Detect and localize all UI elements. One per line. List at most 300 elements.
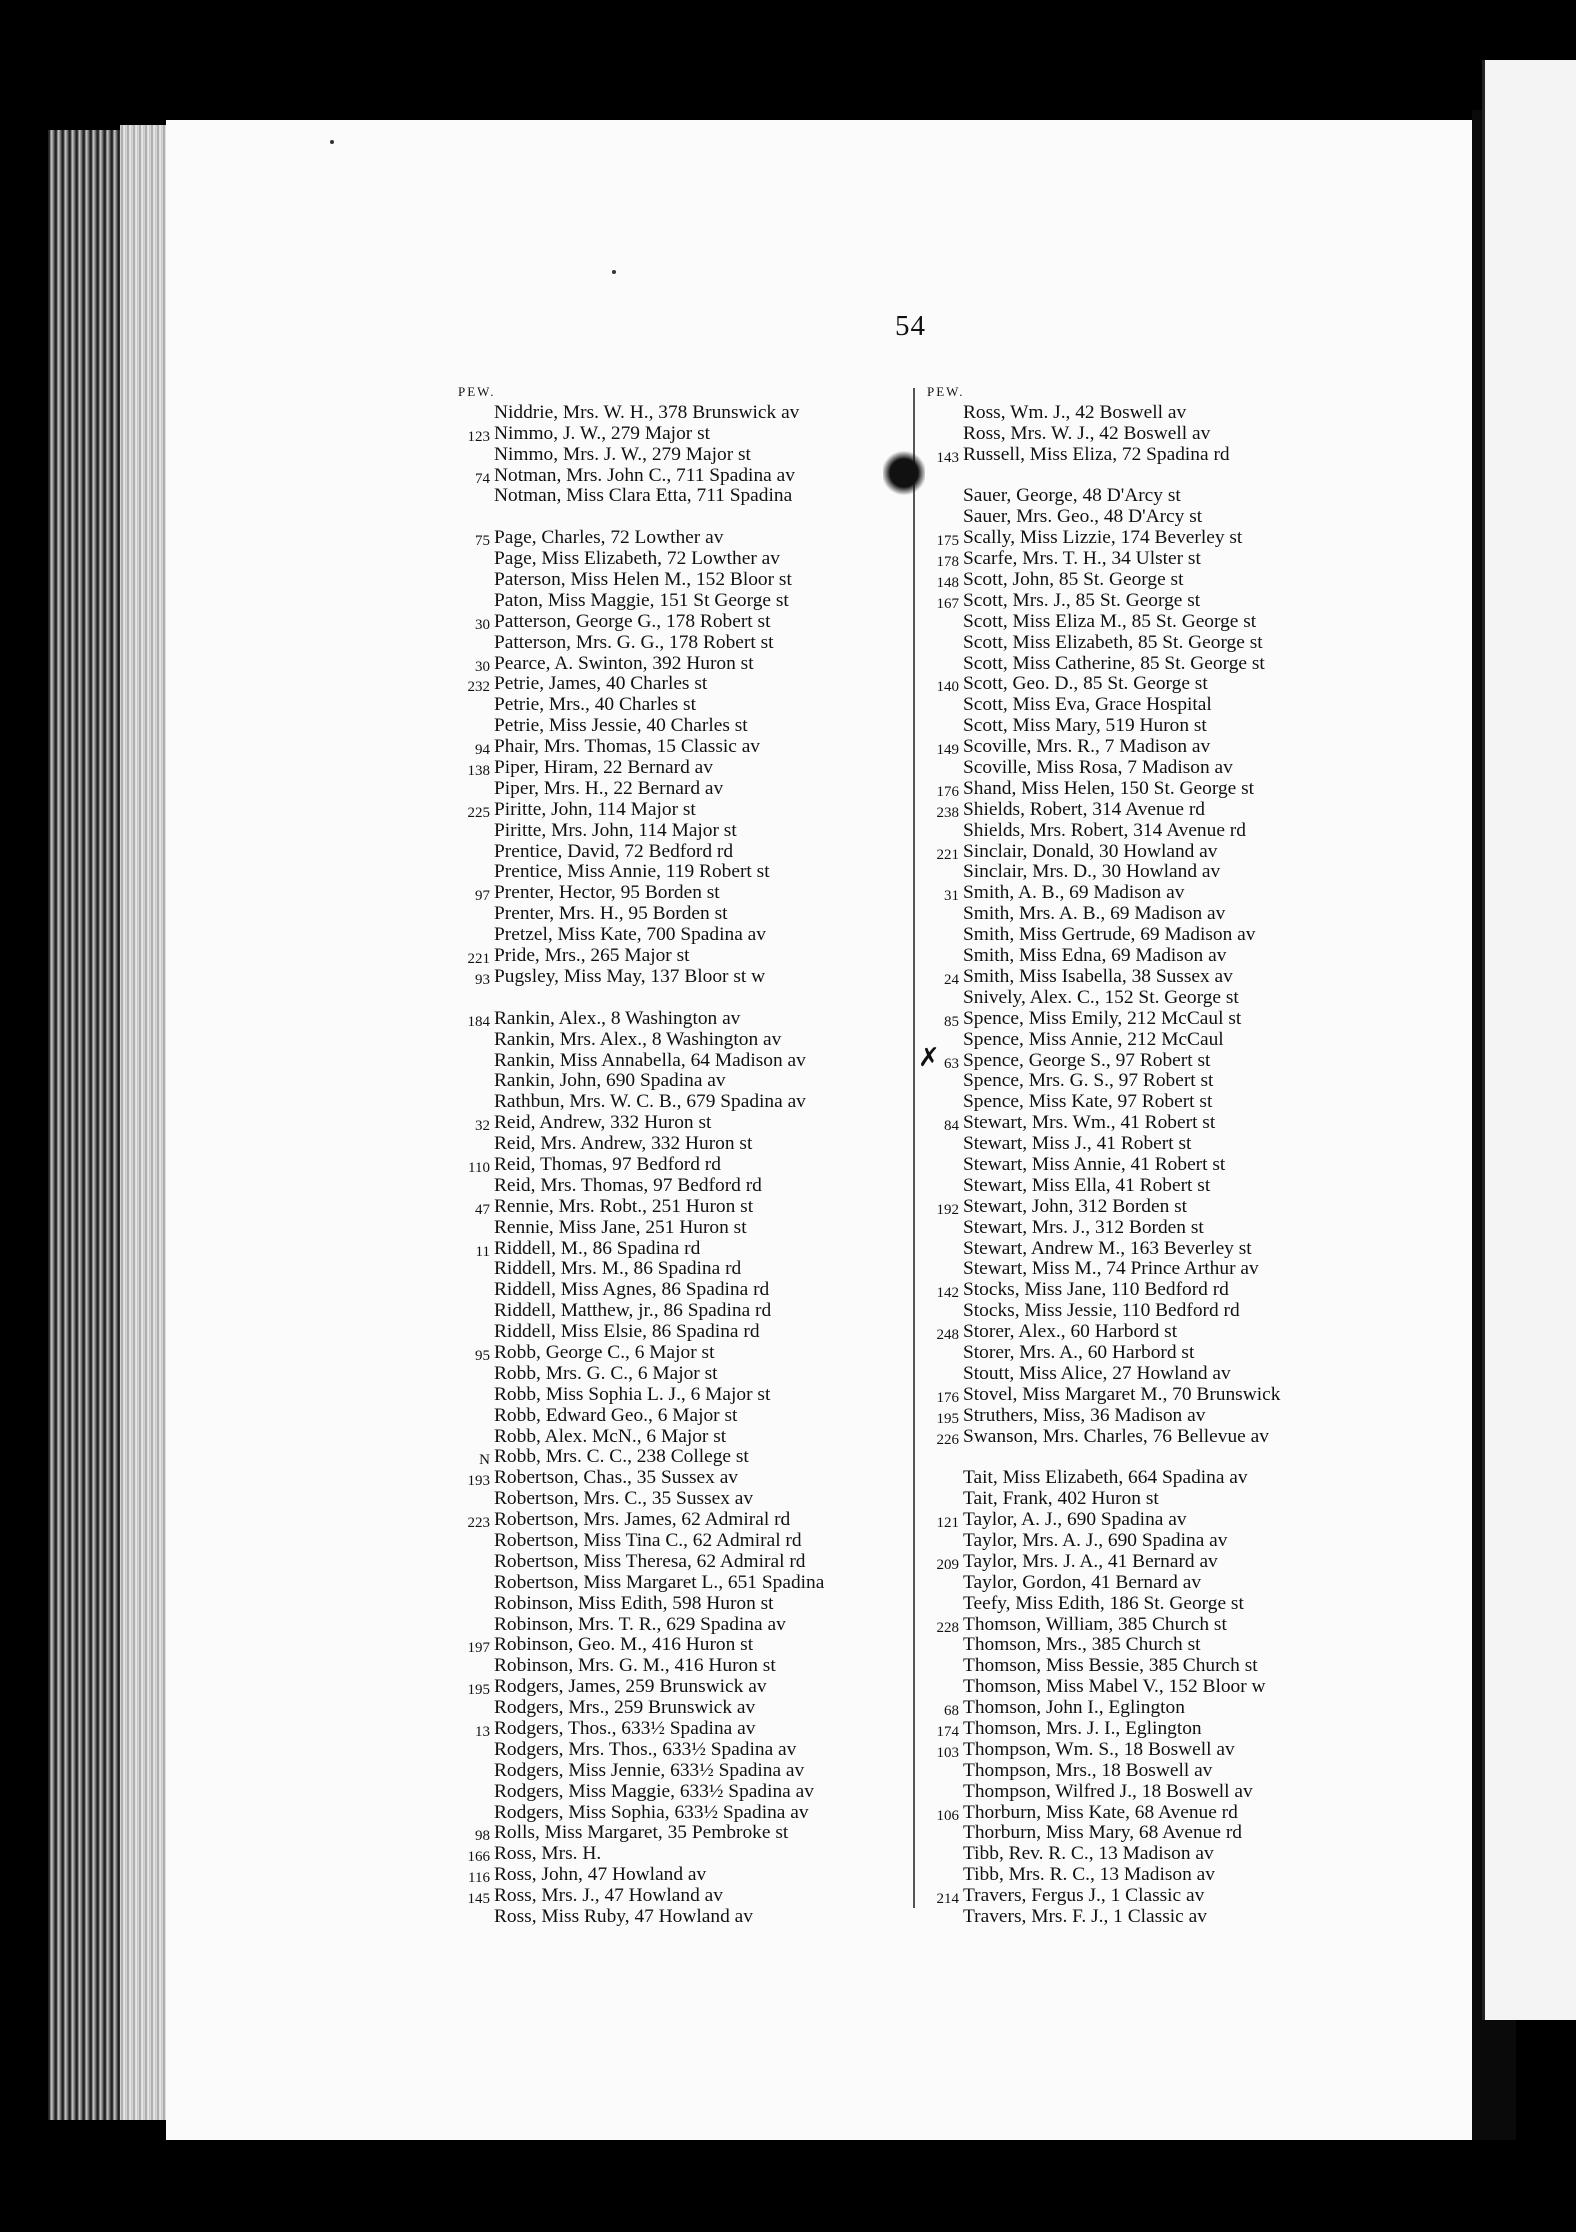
- directory-entry: [927, 1051, 1397, 1072]
- column-divider: [913, 388, 915, 1908]
- left-column: [458, 382, 898, 1928]
- directory-entry: [927, 1531, 1397, 1552]
- directory-entry: [458, 570, 898, 591]
- member-name-address: Paton, Miss Maggie, 151 St George st: [494, 589, 789, 611]
- member-name-address: Riddell, Miss Agnes, 86 Spadina rd: [494, 1279, 770, 1301]
- member-name-address: Reid, Thomas, 97 Bedford rd: [494, 1153, 721, 1175]
- member-name-address: Robertson, Mrs. C., 35 Sussex av: [494, 1488, 754, 1510]
- directory-entry: [927, 1134, 1397, 1155]
- directory-entry: [458, 1134, 898, 1155]
- member-name-address: Russell, Miss Eliza, 72 Spadina rd: [963, 443, 1230, 465]
- member-name-address: Sinclair, Donald, 30 Howland av: [963, 840, 1218, 862]
- directory-entry: [458, 633, 898, 654]
- member-name-address: Rodgers, James, 259 Brunswick av: [494, 1676, 767, 1698]
- member-name-address: Page, Miss Elizabeth, 72 Lowther av: [494, 548, 780, 570]
- member-name-address: Swanson, Mrs. Charles, 76 Bellevue av: [963, 1425, 1269, 1447]
- member-name-address: Travers, Fergus J., 1 Classic av: [963, 1885, 1205, 1907]
- directory-entry: [927, 424, 1397, 445]
- member-name-address: Storer, Mrs. A., 60 Harbord st: [963, 1341, 1195, 1363]
- member-name-address: Riddell, Matthew, jr., 86 Spadina rd: [494, 1300, 772, 1322]
- member-name-address: Scott, Miss Eliza M., 85 St. George st: [963, 610, 1257, 632]
- member-name-address: Thompson, Wm. S., 18 Boswell av: [963, 1738, 1235, 1760]
- directory-entry: [458, 1447, 898, 1468]
- directory-entry: [927, 1113, 1397, 1134]
- member-name-address: Stoutt, Miss Alice, 27 Howland av: [963, 1362, 1231, 1384]
- directory-entry: [458, 821, 898, 842]
- member-name-address: Rodgers, Mrs., 259 Brunswick av: [494, 1697, 756, 1719]
- member-name-address: Stewart, Andrew M., 163 Beverley st: [963, 1237, 1252, 1259]
- directory-entry: [927, 403, 1397, 424]
- member-name-address: Prentice, David, 72 Bedford rd: [494, 840, 734, 862]
- pew-number: 238: [936, 804, 959, 821]
- directory-entry: [458, 466, 898, 487]
- pew-number: 145: [467, 1891, 490, 1908]
- pew-number: 138: [467, 763, 490, 780]
- directory-entry: [927, 1427, 1397, 1448]
- directory-entry: [458, 1656, 898, 1677]
- member-name-address: Petrie, Miss Jessie, 40 Charles st: [494, 715, 748, 737]
- directory-entry: [927, 1886, 1397, 1907]
- member-name-address: Robb, Edward Geo., 6 Major st: [494, 1404, 738, 1426]
- directory-entry: [927, 988, 1397, 1009]
- directory-entry: [927, 1489, 1397, 1510]
- directory-entry: [458, 1907, 898, 1928]
- pew-number: 174: [936, 1724, 959, 1740]
- pew-number: 226: [936, 1431, 959, 1448]
- directory-entry: [458, 591, 898, 612]
- member-name-address: Robertson, Mrs. James, 62 Admiral rd: [494, 1509, 791, 1531]
- pew-number: 214: [936, 1891, 959, 1908]
- member-name-address: Thompson, Mrs., 18 Boswell av: [963, 1759, 1213, 1781]
- member-name-address: Robb, Mrs. G. C., 6 Major st: [494, 1362, 718, 1384]
- directory-entry: [458, 1468, 898, 1489]
- pew-number: 94: [475, 742, 490, 759]
- directory-entry: [927, 507, 1397, 528]
- pew-number: 209: [936, 1556, 959, 1573]
- directory-entry: [458, 1782, 898, 1803]
- member-name-address: Thorburn, Miss Mary, 68 Avenue rd: [963, 1822, 1242, 1844]
- member-name-address: Petrie, James, 40 Charles st: [494, 673, 708, 695]
- directory-entry: [927, 716, 1397, 737]
- member-name-address: Smith, Mrs. A. B., 69 Madison av: [963, 903, 1226, 925]
- directory-entry: [458, 1051, 898, 1072]
- pew-number: 32: [475, 1118, 490, 1135]
- pew-number: 140: [936, 679, 959, 696]
- directory-entry: [458, 674, 898, 695]
- member-name-address: Rennie, Mrs. Robt., 251 Huron st: [494, 1195, 754, 1217]
- member-name-address: Riddell, Miss Elsie, 86 Spadina rd: [494, 1321, 760, 1343]
- speck: [330, 140, 334, 144]
- directory-entry: [458, 445, 898, 466]
- pew-number: 195: [467, 1682, 490, 1699]
- member-name-address: Petrie, Mrs., 40 Charles st: [494, 694, 696, 716]
- member-name-address: Stewart, Miss J., 41 Robert st: [963, 1133, 1192, 1155]
- directory-entry: [458, 842, 898, 863]
- right-column: [927, 382, 1397, 1928]
- pew-number: 195: [936, 1410, 959, 1427]
- member-name-address: Ross, Wm. J., 42 Boswell av: [963, 401, 1187, 423]
- pew-number: 232: [467, 679, 490, 696]
- directory-entry: [927, 821, 1397, 842]
- directory-entry: [927, 1218, 1397, 1239]
- member-name-address: Robb, George C., 6 Major st: [494, 1341, 715, 1363]
- directory-entry: [927, 800, 1397, 821]
- member-name-address: Stovel, Miss Margaret M., 70 Brunswick: [963, 1383, 1281, 1405]
- member-name-address: Rodgers, Miss Jennie, 633½ Spadina av: [494, 1759, 805, 1781]
- directory-entry: [927, 1239, 1397, 1260]
- directory-entry: [458, 1009, 898, 1030]
- member-name-address: Smith, Miss Gertrude, 69 Madison av: [963, 924, 1256, 946]
- pew-number: 184: [467, 1013, 490, 1030]
- directory-entry: [927, 842, 1397, 863]
- member-name-address: Nimmo, J. W., 279 Major st: [494, 422, 711, 444]
- member-name-address: Robb, Mrs. C. C., 238 College st: [494, 1446, 749, 1468]
- directory-entry: [458, 1071, 898, 1092]
- directory-entry: [458, 1239, 898, 1260]
- member-name-address: Scott, Miss Mary, 519 Huron st: [963, 715, 1207, 737]
- directory-entry: [458, 800, 898, 821]
- directory-entry: [458, 1218, 898, 1239]
- pew-number: 30: [475, 658, 490, 675]
- member-name-address: Scoville, Mrs. R., 7 Madison av: [963, 736, 1211, 758]
- directory-entry: [927, 612, 1397, 633]
- member-name-address: Rathbun, Mrs. W. C. B., 679 Spadina av: [494, 1091, 806, 1113]
- directory-entry: [927, 1071, 1397, 1092]
- pew-number: 121: [936, 1515, 959, 1532]
- member-name-address: Rodgers, Miss Maggie, 633½ Spadina av: [494, 1780, 814, 1802]
- member-name-address: Robinson, Miss Edith, 598 Huron st: [494, 1592, 774, 1614]
- member-name-address: Robertson, Miss Margaret L., 651 Spadina: [494, 1571, 825, 1593]
- pew-number: 175: [936, 533, 959, 550]
- directory-entry: [927, 883, 1397, 904]
- directory-entry: [458, 1803, 898, 1824]
- directory-entry: [458, 1406, 898, 1427]
- pew-number: 68: [944, 1703, 959, 1720]
- member-name-address: Scott, Miss Catherine, 85 St. George st: [963, 652, 1265, 674]
- member-name-address: Tait, Miss Elizabeth, 664 Spadina av: [963, 1467, 1248, 1489]
- pew-number: 98: [475, 1828, 490, 1845]
- directory-entry: [927, 1385, 1397, 1406]
- member-name-address: Riddell, M., 86 Spadina rd: [494, 1237, 701, 1259]
- directory-entry: [927, 1155, 1397, 1176]
- directory-entry: [927, 1615, 1397, 1636]
- directory-entry: [458, 967, 898, 988]
- member-name-address: Tibb, Mrs. R. C., 13 Madison av: [963, 1864, 1215, 1886]
- member-name-address: Smith, Miss Edna, 69 Madison av: [963, 945, 1227, 967]
- member-name-address: Shand, Miss Helen, 150 St. George st: [963, 777, 1255, 799]
- member-name-address: Ross, Mrs. W. J., 42 Boswell av: [963, 422, 1211, 444]
- directory-entry: [927, 1259, 1397, 1280]
- directory-entry: [458, 1427, 898, 1448]
- directory-entry: [458, 716, 898, 737]
- member-name-address: Storer, Alex., 60 Harbord st: [963, 1321, 1178, 1343]
- member-name-address: Pride, Mrs., 265 Major st: [494, 945, 690, 967]
- member-name-address: Tibb, Rev. R. C., 13 Madison av: [963, 1843, 1214, 1865]
- directory-entry: [927, 1092, 1397, 1113]
- pew-number: 197: [467, 1640, 490, 1657]
- directory-entry: [927, 570, 1397, 591]
- directory-entry: [458, 549, 898, 570]
- member-name-address: Robb, Alex. McN., 6 Major st: [494, 1425, 727, 1447]
- pew-number: 221: [936, 846, 959, 863]
- directory-entry: [927, 1907, 1397, 1928]
- member-name-address: Scott, Miss Eva, Grace Hospital: [963, 694, 1212, 716]
- member-name-address: Stocks, Miss Jane, 110 Bedford rd: [963, 1279, 1229, 1301]
- member-name-address: Niddrie, Mrs. W. H., 378 Brunswick av: [494, 401, 800, 423]
- member-name-address: Piritte, Mrs. John, 114 Major st: [494, 819, 737, 841]
- directory-entry: [458, 1865, 898, 1886]
- directory-entry: [458, 1531, 898, 1552]
- member-name-address: Page, Charles, 72 Lowther av: [494, 527, 724, 549]
- directory-entry: [927, 549, 1397, 570]
- member-name-address: Thomson, Miss Bessie, 385 Church st: [963, 1655, 1258, 1677]
- directory-entry: [927, 528, 1397, 549]
- right-entries: [927, 403, 1397, 1928]
- member-name-address: Prenter, Hector, 95 Borden st: [494, 882, 720, 904]
- member-name-address: Taylor, Mrs. A. J., 690 Spadina av: [963, 1529, 1228, 1551]
- directory-entry: [927, 1803, 1397, 1824]
- member-name-address: Scarfe, Mrs. T. H., 34 Ulster st: [963, 548, 1201, 570]
- pew-number: 248: [936, 1327, 959, 1344]
- directory-entry: [458, 1364, 898, 1385]
- directory-entry: [458, 1259, 898, 1280]
- directory-entry: [927, 486, 1397, 507]
- directory-entry: [458, 1719, 898, 1740]
- pew-number: 225: [467, 804, 490, 821]
- member-name-address: Thomson, William, 385 Church st: [963, 1613, 1227, 1635]
- pew-number: 110: [468, 1159, 490, 1176]
- member-name-address: Tait, Frank, 402 Huron st: [963, 1488, 1159, 1510]
- directory-entry: [458, 1113, 898, 1134]
- member-name-address: Rodgers, Mrs. Thos., 633½ Spadina av: [494, 1738, 797, 1760]
- pew-number: 193: [467, 1473, 490, 1490]
- directory-entry: [927, 1030, 1397, 1051]
- pew-header: PEW.: [927, 384, 965, 399]
- directory-entry: [458, 424, 898, 445]
- directory-entry: [458, 1573, 898, 1594]
- member-name-address: Reid, Mrs. Thomas, 97 Bedford rd: [494, 1174, 762, 1196]
- left-entries: [458, 403, 898, 1928]
- directory-entry: [458, 612, 898, 633]
- directory-entry: [458, 1635, 898, 1656]
- member-name-address: Taylor, A. J., 690 Spadina av: [963, 1509, 1187, 1531]
- member-name-address: Scott, Mrs. J., 85 St. George st: [963, 589, 1201, 611]
- directory-entry: [927, 1844, 1397, 1865]
- member-name-address: Stewart, Mrs. J., 312 Borden st: [963, 1216, 1204, 1238]
- pew-header: PEW.: [458, 384, 496, 399]
- member-name-address: Reid, Mrs. Andrew, 332 Huron st: [494, 1133, 753, 1155]
- member-name-address: Notman, Mrs. John C., 711 Spadina av: [494, 464, 795, 486]
- directory-entry: [458, 1594, 898, 1615]
- directory-entry: [458, 1677, 898, 1698]
- directory-entry: [458, 1844, 898, 1865]
- directory-entry: [458, 1092, 898, 1113]
- directory-entry: [458, 1510, 898, 1531]
- directory-entry: [927, 1865, 1397, 1886]
- pew-number: 123: [467, 428, 490, 445]
- member-name-address: Piper, Mrs. H., 22 Bernard av: [494, 777, 724, 799]
- member-name-address: Spence, Miss Emily, 212 McCaul st: [963, 1007, 1242, 1029]
- member-name-address: Scott, Geo. D., 85 St. George st: [963, 673, 1208, 695]
- page-number: 54: [895, 310, 926, 342]
- pew-number: 85: [944, 1013, 959, 1030]
- pew-number: 116: [468, 1870, 490, 1887]
- speck: [612, 270, 616, 274]
- pew-number: 176: [936, 783, 959, 800]
- pew-number: 31: [944, 888, 959, 905]
- member-name-address: Phair, Mrs. Thomas, 15 Classic av: [494, 736, 761, 758]
- directory-entry: [458, 1280, 898, 1301]
- directory-entry: [458, 1615, 898, 1636]
- directory-entry: [927, 674, 1397, 695]
- directory-entry: [927, 1740, 1397, 1761]
- directory-entry: [458, 925, 898, 946]
- pew-number: 97: [475, 888, 490, 905]
- directory-entry: [927, 1301, 1397, 1322]
- directory-entry: [927, 1343, 1397, 1364]
- directory-entry: [927, 779, 1397, 800]
- member-name-address: Robinson, Mrs. T. R., 629 Spadina av: [494, 1613, 786, 1635]
- pew-number: 106: [936, 1807, 959, 1824]
- member-name-address: Pretzel, Miss Kate, 700 Spadina av: [494, 924, 766, 946]
- pew-number: 84: [944, 1118, 959, 1135]
- member-name-address: Ross, Mrs. J., 47 Howland av: [494, 1885, 723, 1907]
- member-name-address: Piper, Hiram, 22 Bernard av: [494, 757, 713, 779]
- directory-entry: [458, 403, 898, 424]
- member-name-address: Patterson, Mrs. G. G., 178 Robert st: [494, 631, 774, 653]
- directory-entry: [927, 758, 1397, 779]
- member-name-address: Robertson, Miss Theresa, 62 Admiral rd: [494, 1550, 806, 1572]
- pew-number: 24: [944, 971, 959, 988]
- member-name-address: Ross, Miss Ruby, 47 Howland av: [494, 1906, 753, 1928]
- pew-number: 148: [936, 575, 959, 592]
- directory-entry: [927, 862, 1397, 883]
- member-name-address: Taylor, Mrs. J. A., 41 Bernard av: [963, 1550, 1218, 1572]
- member-name-address: Piritte, John, 114 Major st: [494, 798, 696, 820]
- member-name-address: Ross, John, 47 Howland av: [494, 1864, 707, 1886]
- directory-entry: [927, 633, 1397, 654]
- member-name-address: Nimmo, Mrs. J. W., 279 Major st: [494, 443, 751, 465]
- directory-entry: [927, 591, 1397, 612]
- adjacent-page: [1482, 60, 1576, 2020]
- directory-entry: [458, 904, 898, 925]
- directory-entry: [458, 1030, 898, 1051]
- directory-entry: [927, 1280, 1397, 1301]
- directory-entry: [458, 1301, 898, 1322]
- directory-entry: [458, 737, 898, 758]
- directory-entry: [458, 654, 898, 675]
- pencil-mark: ✗: [918, 1043, 940, 1072]
- member-name-address: Rolls, Miss Margaret, 35 Pembroke st: [494, 1822, 789, 1844]
- directory-entry: [927, 1823, 1397, 1844]
- member-name-address: Scoville, Miss Rosa, 7 Madison av: [963, 757, 1233, 779]
- directory-entry: [927, 1761, 1397, 1782]
- directory-entry: [458, 1698, 898, 1719]
- directory-entry: [927, 967, 1397, 988]
- directory-entry: [458, 1385, 898, 1406]
- directory-entry: [927, 1719, 1397, 1740]
- pew-number: 223: [467, 1515, 490, 1532]
- pew-number: 176: [936, 1389, 959, 1406]
- member-name-address: Taylor, Gordon, 41 Bernard av: [963, 1571, 1202, 1593]
- directory-entry: [927, 1782, 1397, 1803]
- member-name-address: Notman, Miss Clara Etta, 711 Spadina: [494, 485, 793, 507]
- directory-entry: [458, 758, 898, 779]
- member-name-address: Shields, Mrs. Robert, 314 Avenue rd: [963, 819, 1246, 841]
- directory-entry: [458, 1343, 898, 1364]
- directory-entry: [927, 1635, 1397, 1656]
- pew-number: 95: [475, 1347, 490, 1364]
- member-name-address: Stewart, Miss Ella, 41 Robert st: [963, 1174, 1211, 1196]
- directory-entry: [458, 1886, 898, 1907]
- member-name-address: Sauer, George, 48 D'Arcy st: [963, 485, 1181, 507]
- directory-entry: [927, 1468, 1397, 1489]
- member-name-address: Pugsley, Miss May, 137 Bloor st w: [494, 965, 766, 987]
- member-name-address: Teefy, Miss Edith, 186 St. George st: [963, 1592, 1244, 1614]
- pew-number: 63: [944, 1055, 959, 1072]
- directory-entry: [927, 1656, 1397, 1677]
- member-name-address: Scott, John, 85 St. George st: [963, 569, 1184, 591]
- pew-number: 11: [475, 1243, 490, 1260]
- member-name-address: Patterson, George G., 178 Robert st: [494, 610, 771, 632]
- directory-entry: [927, 1197, 1397, 1218]
- member-name-address: Spence, Mrs. G. S., 97 Robert st: [963, 1070, 1214, 1092]
- directory-entry: [458, 486, 898, 507]
- directory-entry: [458, 1552, 898, 1573]
- directory-entry: [927, 1677, 1397, 1698]
- directory-entry: [458, 1823, 898, 1844]
- directory-entry: [458, 1322, 898, 1343]
- directory-entry: [927, 946, 1397, 967]
- directory-entry: [927, 1176, 1397, 1197]
- member-name-address: Rankin, Mrs. Alex., 8 Washington av: [494, 1028, 782, 1050]
- directory-entry: [458, 1155, 898, 1176]
- member-name-address: Prentice, Miss Annie, 119 Robert st: [494, 861, 770, 883]
- directory-entry: [458, 883, 898, 904]
- pew-number: 143: [936, 449, 959, 466]
- directory-entry: [927, 1009, 1397, 1030]
- pew-number: 228: [936, 1619, 959, 1636]
- member-name-address: Sauer, Mrs. Geo., 48 D'Arcy st: [963, 506, 1203, 528]
- directory-entry: [458, 528, 898, 549]
- member-name-address: Spence, George S., 97 Robert st: [963, 1049, 1211, 1071]
- member-name-address: Prenter, Mrs. H., 95 Borden st: [494, 903, 728, 925]
- directory-entry: [927, 445, 1397, 466]
- directory-entry: [927, 737, 1397, 758]
- pew-number: 93: [475, 971, 490, 988]
- directory-entry: [927, 925, 1397, 946]
- directory-entry: [458, 1197, 898, 1218]
- member-name-address: Scott, Miss Elizabeth, 85 St. George st: [963, 631, 1263, 653]
- member-name-address: Robertson, Chas., 35 Sussex av: [494, 1467, 738, 1489]
- directory-entry: [458, 1176, 898, 1197]
- member-name-address: Rankin, John, 690 Spadina av: [494, 1070, 726, 1092]
- member-name-address: Spence, Miss Annie, 212 McCaul: [963, 1028, 1224, 1050]
- member-name-address: Thompson, Wilfred J., 18 Boswell av: [963, 1780, 1253, 1802]
- directory-entry: [458, 695, 898, 716]
- directory-entry: [458, 779, 898, 800]
- pew-number: 149: [936, 742, 959, 759]
- directory-entry: [458, 946, 898, 967]
- member-name-address: Thomson, John I., Eglington: [963, 1697, 1185, 1719]
- member-name-address: Thomson, Miss Mabel V., 152 Bloor w: [963, 1676, 1266, 1698]
- member-name-address: Stewart, Mrs. Wm., 41 Robert st: [963, 1112, 1216, 1134]
- member-name-address: Robertson, Miss Tina C., 62 Admiral rd: [494, 1529, 802, 1551]
- member-name-address: Scally, Miss Lizzie, 174 Beverley st: [963, 527, 1243, 549]
- member-name-address: Stewart, John, 312 Borden st: [963, 1195, 1188, 1217]
- pew-number: 142: [936, 1285, 959, 1302]
- directory-entry: [927, 904, 1397, 925]
